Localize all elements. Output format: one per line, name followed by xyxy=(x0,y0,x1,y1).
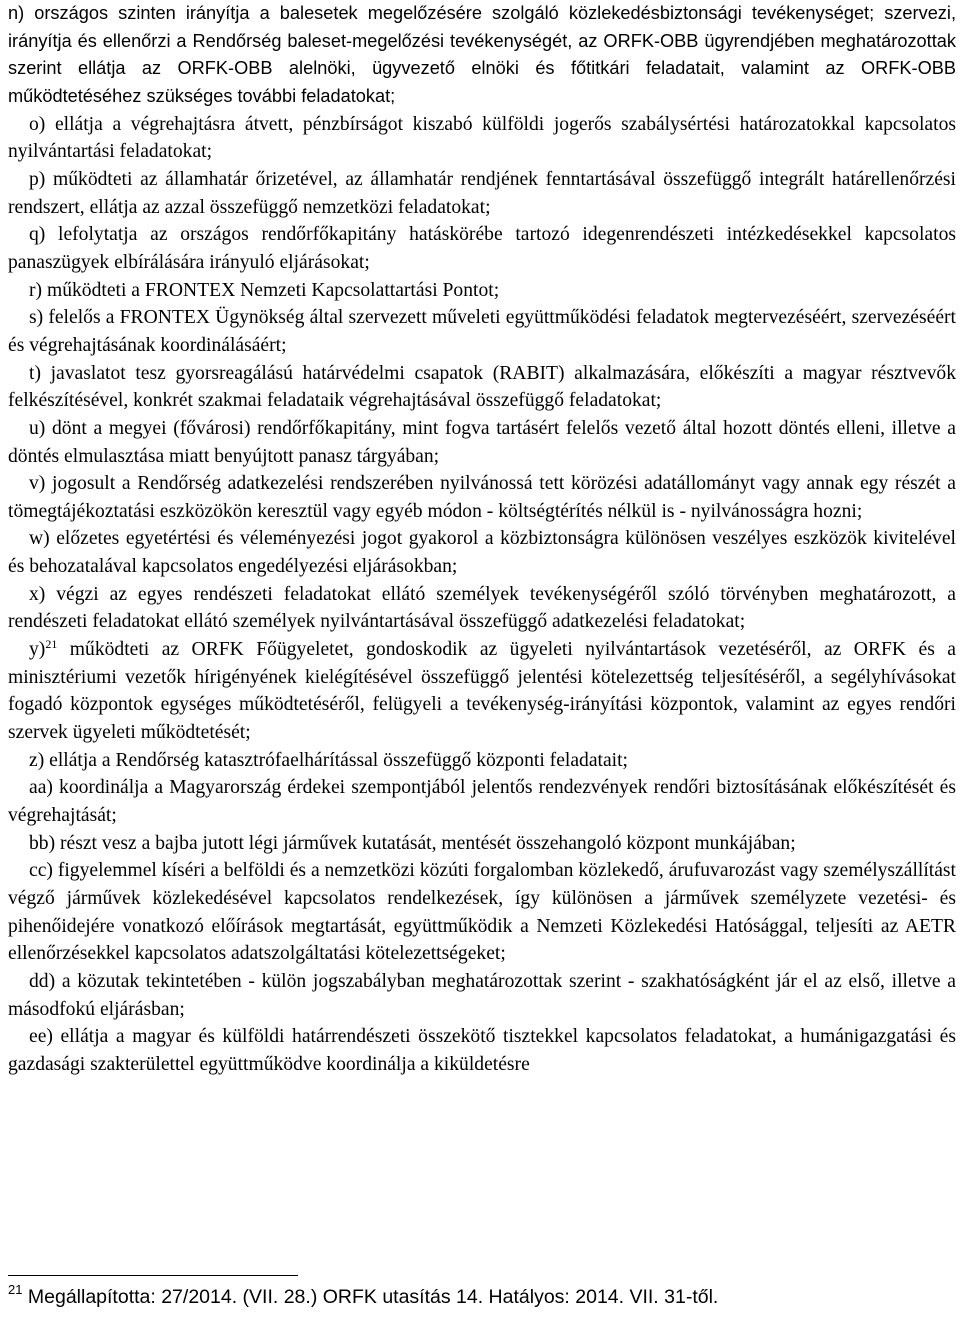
paragraph-r: r) működteti a FRONTEX Nemzeti Kapcsolattartási Pontot; xyxy=(29,279,500,301)
paragraph-n: n) országos szinten irányítja a balesetek megelőzésére szolgáló közlekedésbiztonsági tevékenységet; szervezi, irányítja és ellenőrzi a Rendőrség baleset-megelőzési tevékenységét, az ORFK-OBB ügyrendjében meghatározottak szerint ellátja az ORFK-OBB alelnöki, ügyvezető elnöki és főtitkári feladatait, valamint az ORFK-OBB működtetéséhez szükséges további feladatokat; xyxy=(8,3,956,106)
footnote-separator xyxy=(8,1275,298,1276)
footnote-text: Megállapította: 27/2014. (VII. 28.) ORFK utasítás 14. Hatályos: 2014. VII. 31-től. xyxy=(22,1286,719,1308)
paragraph-aa: aa) koordinálja a Magyarország érdekei szempontjából jelentős rendezvények rendőri biztosításának előkészítését és végrehajtását; xyxy=(8,777,956,827)
paragraph-cc: cc) figyelemmel kíséri a belföldi és a nemzetközi közúti forgalomban közlekedő, árufuvarozást vagy személyszállítást végző járművek közlekedésével kapcsolatos rendelkezések, így különösen a járművek személyzete vezetési- és pihenőidejére vonatkozó előírások megtartását, együttműködik a Nemzeti Közlekedési Hatósággal, teljesíti az AETR ellenőrzésekkel kapcsolatos adatszolgáltatási kötelezettségeket; xyxy=(8,860,956,965)
paragraph-bb: bb) részt vesz a bajba jutott légi járművek kutatását, mentését összehangoló központ munkájában; xyxy=(29,832,796,854)
paragraph-dd: dd) a közutak tekintetében - külön jogszabályban meghatározottak szerint - szakhatóságként jár el az első, illetve a másodfokú eljárásban; xyxy=(8,970,956,1020)
paragraph-q: q) lefolytatja az országos rendőrfőkapitány hatáskörébe tartozó idegenrendészeti intézkedésekkel kapcsolatos panaszügyek elbírálására irányuló eljárásokat; xyxy=(8,224,956,273)
paragraph-u: u) dönt a megyei (fővárosi) rendőrfőkapitány, mint fogva tartásért felelős vezető által hozott döntés elleni, illetve a döntés elmulasztása miatt benyújtott panasz tárgyában; xyxy=(8,417,956,467)
paragraph-v: v) jogosult a Rendőrség adatkezelési rendszerében nyilvánossá tett körözési adatállományt vagy annak egy részét a tömegtájékoztatási eszközökön keresztül vagy egyéb módon - költségtérítés nélkül is - nyilvánosságra hozni; xyxy=(8,473,956,522)
document-body xyxy=(8,0,956,1079)
paragraph-y xyxy=(8,636,956,747)
paragraph-o: o) ellátja a végrehajtásra átvett, pénzbírságot kiszabó külföldi jogerős szabálysértési határozatokkal kapcsolatos nyilvántartási feladatokat; xyxy=(8,113,956,163)
paragraph-ee: ee) ellátja a magyar és külföldi határrendészeti összekötő tisztekkel kapcsolatos feladatokat, a humánigazgatási és gazdasági szakterülettel együttműködve koordinálja a kiküldetésre xyxy=(8,1026,956,1075)
paragraph-t: t) javaslatot tesz gyorsreagálású határvédelmi csapatok (RABIT) alkalmazására, előkészíti a magyar résztvevők felkészítésével, konkrét szakmai feladataik végrehajtásával összefüggő feladatokat; xyxy=(8,362,956,412)
paragraph-p: p) működteti az államhatár őrizetével, az államhatár rendjének fenntartásával összefüggő integrált határellenőrzési rendszert, ellátja az azzal összefüggő nemzetközi feladatokat; xyxy=(8,168,956,218)
paragraph-w: w) előzetes egyetértési és véleményezési jogot gyakorol a közbiztonságra különösen veszélyes eszközök kivitelével és behozatalával kapcsolatos engedélyezési eljárásokban; xyxy=(8,528,956,578)
paragraph-y-prefix: y) xyxy=(29,639,46,661)
paragraph-z: z) ellátja a Rendőrség katasztrófaelhárítással összefüggő központi feladatait; xyxy=(29,749,628,771)
footnote xyxy=(8,1284,718,1310)
footnote-number: 21 xyxy=(8,1282,23,1297)
footnote-reference[interactable]: 21 xyxy=(45,637,58,652)
paragraph-s: s) felelős a FRONTEX Ügynökség által szervezett műveleti együttműködési feladatok megtervezéséért, szervezéséért és végrehajtásának koordinálásáért; xyxy=(8,307,956,356)
paragraph-y-text: működteti az ORFK Főügyeletet, gondoskodik az ügyeleti nyilvántartások vezetéséről, az ORFK és a minisztériumi vezetők hírigényének kielégítésével összefüggő jelentési kötelezettség teljesítéséről, a segélyhívásokat fogadó központok egységes működtetéséről, felügyeli a tevékenység-irányítási központok, valamint az egyes rendőri szervek ügyeleti működtetését; xyxy=(8,639,956,744)
paragraph-x: x) végzi az egyes rendészeti feladatokat ellátó személyek tevékenységéről szóló törvényben meghatározott, a rendészeti feladatokat ellátó személyek nyilvántartásával összefüggő adatkezelési feladatokat; xyxy=(8,583,956,633)
